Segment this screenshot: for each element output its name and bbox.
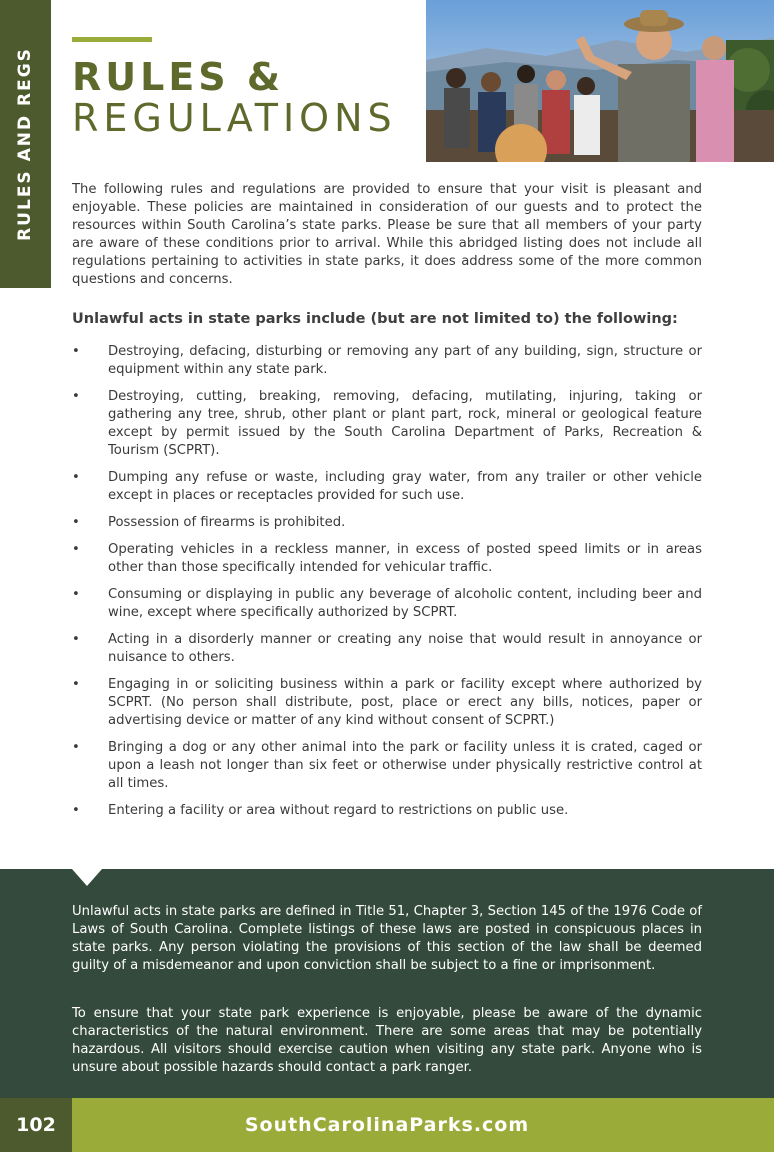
page-title-line2: REGULATIONS xyxy=(72,96,397,140)
ranger-group-photo xyxy=(426,0,774,162)
list-item xyxy=(72,541,702,577)
safety-paragraph: To ensure that your state park experience is enjoyable, please be aware of the dynamic characteristics of the natural environment. There are some areas that may be potentially hazardous. All visitors should exercise caution when visiting any state park. Anyone who is unsure about possible hazards should contact a park ranger. xyxy=(72,1006,702,1075)
list-item xyxy=(72,586,702,622)
footer-bar-end xyxy=(702,1098,774,1152)
bullet: • xyxy=(72,515,80,530)
intro-paragraph: The following rules and regulations are provided to ensure that your visit is pleasant and enjoyable. These policies are maintained in consideration of our guests and to protect the resources within South Carolina’s state parks. Please be sure that all members of your party are aware of these conditions prior to arrival. While this abridged listing does not include all regulations pertaining to activities in state parks, it does address some of the more common questions and concerns. xyxy=(72,182,702,287)
legal-paragraph: Unlawful acts in state parks are defined in Title 51, Chapter 3, Section 145 of the 1976 Code of Laws of South Carolina. Complete listings of these laws are posted in conspicuous places in state parks. Any person violating the provisions of this section of the law shall be deemed guilty of a misdemeanor and upon conviction shall be subject to a fine or imprisonment. xyxy=(72,904,702,973)
list-item-text: Destroying, defacing, disturbing or removing any part of any building, sign, structure or equipment within any state park. xyxy=(108,344,702,377)
list-item xyxy=(72,388,702,460)
bullet: • xyxy=(72,344,80,359)
page-number: 102 xyxy=(0,1098,72,1152)
list-item xyxy=(72,343,702,379)
side-tab-label: RULES AND REGS xyxy=(15,47,35,241)
bullet: • xyxy=(72,803,80,818)
side-tab xyxy=(0,0,51,288)
list-item-text: Entering a facility or area without regard to restrictions on public use. xyxy=(108,803,569,818)
bullet: • xyxy=(72,389,80,404)
list-item xyxy=(72,469,702,505)
page-title-line1: RULES & xyxy=(72,55,285,99)
list-item xyxy=(72,739,702,793)
bullet: • xyxy=(72,470,80,485)
list-item-text: Acting in a disorderly manner or creating any noise that would result in annoyance or nuisance to others. xyxy=(108,632,702,665)
list-item-text: Engaging in or soliciting business within a park or facility except where authorized by SCPRT. (No person shall distribute, post, place or erect any bills, notices, paper or advertising device or matter of any kind without consent of SCPRT.) xyxy=(108,677,702,728)
bullet: • xyxy=(72,587,80,602)
title-accent-bar xyxy=(72,37,152,42)
unlawful-acts-list xyxy=(72,343,702,829)
list-item-text: Consuming or displaying in public any beverage of alcoholic content, including beer and wine, except where specifically authorized by SCPRT. xyxy=(108,587,702,620)
website-link[interactable]: SouthCarolinaParks.com xyxy=(72,1098,702,1152)
bullet: • xyxy=(72,632,80,647)
list-item-text: Operating vehicles in a reckless manner, in excess of posted speed limits or in areas other than those specifically intended for vehicular traffic. xyxy=(108,542,702,575)
panel-notch xyxy=(72,869,102,886)
bullet: • xyxy=(72,542,80,557)
list-item xyxy=(72,676,702,730)
list-item xyxy=(72,514,702,532)
bullet: • xyxy=(72,740,80,755)
list-item-text: Bringing a dog or any other animal into the park or facility unless it is crated, caged or upon a leash not longer than six feet or otherwise under physically restrictive control at all times. xyxy=(108,740,702,791)
list-item-text: Possession of firearms is prohibited. xyxy=(108,515,346,530)
list-item xyxy=(72,631,702,667)
unlawful-acts-heading: Unlawful acts in state parks include (but are not limited to) the following: xyxy=(72,311,678,327)
list-item-text: Destroying, cutting, breaking, removing, defacing, mutilating, injuring, taking or gathering any tree, shrub, other plant or plant part, rock, mineral or geological feature except by permit issued by the South Carolina Department of Parks, Recreation & Tourism (SCPRT). xyxy=(108,389,702,458)
list-item-text: Dumping any refuse or waste, including gray water, from any trailer or other vehicle except in places or receptacles provided for such use. xyxy=(108,470,702,503)
bullet: • xyxy=(72,677,80,692)
list-item xyxy=(72,802,702,820)
